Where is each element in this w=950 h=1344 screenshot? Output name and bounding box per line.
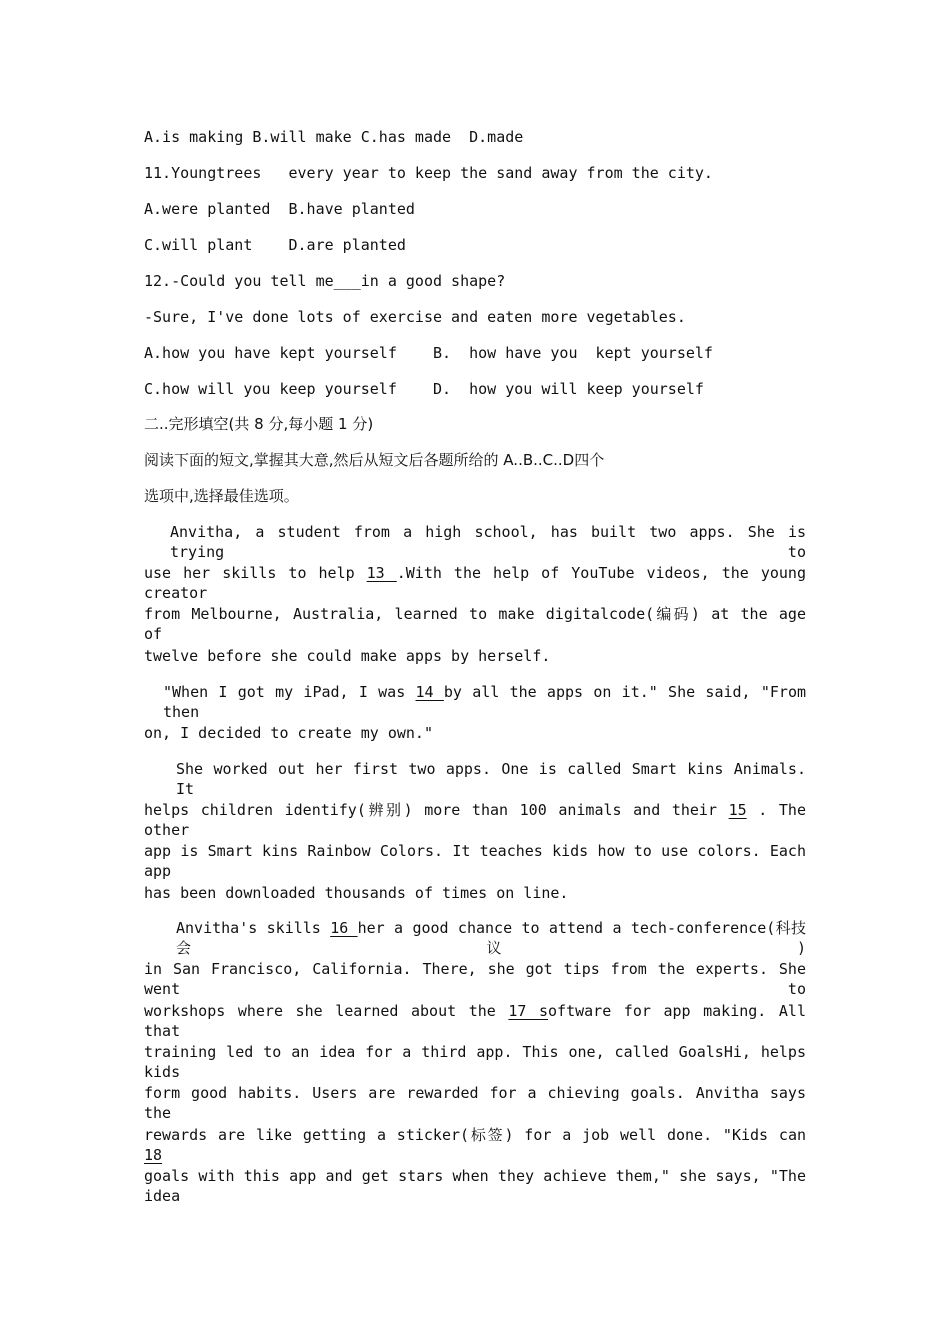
p4-line-7: goals with this app and get stars when they achieve them," she says, "The idea xyxy=(144,1167,806,1205)
p3-text: helps children identify( xyxy=(144,801,366,819)
p3-line-4: has been downloaded thousands of times on line. xyxy=(144,884,569,902)
p1-line-4: twelve before she could make apps by herself. xyxy=(144,647,551,665)
p3-line-3: app is Smart kins Rainbow Colors. It teaches kids how to use colors. Each app xyxy=(144,842,806,880)
p1-line-2 xyxy=(144,563,806,603)
p1-line-1: Anvitha, a student from a high school, has built two apps. She is trying to xyxy=(170,523,806,561)
p4-line-2: in San Francisco, California. There, she got tips from the experts. She went to xyxy=(144,960,806,998)
p1-line-3 xyxy=(144,604,806,644)
p4-text: workshops where she learned about the xyxy=(144,1002,509,1020)
p3-chinese-gloss: 辨别 xyxy=(365,801,404,819)
p2-text: by all the apps on it." She said, "From then xyxy=(163,683,807,721)
p4-line-1 xyxy=(176,918,806,958)
p4-text: ) for a job well done. "Kids can xyxy=(504,1126,807,1144)
p3-text: ) more than 100 animals and their xyxy=(403,801,729,819)
p4-line-4: training led to an idea for a third app. This one, called GoalsHi, helps kids xyxy=(144,1043,806,1081)
p4-text: her a good chance to attend a tech-conference( xyxy=(357,919,776,937)
p2-line-1 xyxy=(163,682,806,722)
q12-options-ab: A.how you have kept yourself B. how have you kept yourself xyxy=(144,344,713,362)
p4-chinese-gloss: 科技会议 xyxy=(176,919,806,957)
blank-17: 17 s xyxy=(508,1002,549,1020)
p4-line-3 xyxy=(144,1001,806,1041)
section-instruction-2: 选项中,选择最佳选项。 xyxy=(144,487,299,505)
p3-line-1: She worked out her first two apps. One is called Smart kins Animals. It xyxy=(176,760,806,798)
q11-options-cd: C.will plant D.are planted xyxy=(144,236,406,254)
q12-stem: 12.-Could you tell me___in a good shape? xyxy=(144,272,506,290)
blank-15: 15 xyxy=(728,801,747,819)
p2-text: "When I got my iPad, I was xyxy=(163,683,416,701)
p4-text: oftware for app making. All that xyxy=(144,1002,806,1040)
p1-chinese-gloss: 编码 xyxy=(654,605,691,623)
q11-stem: 11.Youngtrees every year to keep the sand away from the city. xyxy=(144,164,713,182)
p4-text: rewards are like getting a sticker( xyxy=(144,1126,470,1144)
q12-options-cd: C.how will you keep yourself D. how you will keep yourself xyxy=(144,380,704,398)
p1-text: from Melbourne, Australia, learned to make digitalcode( xyxy=(144,605,655,623)
blank-13: 13 xyxy=(366,564,397,582)
q10-options: A.is making B.will make C.has made D.made xyxy=(144,128,524,146)
p3-line-2 xyxy=(144,800,806,840)
p2-line-2: on, I decided to create my own." xyxy=(144,724,433,742)
section-instruction-1: 阅读下面的短文,掌握其大意,然后从短文后各题所给的 A..B..C..D四个 xyxy=(144,451,605,469)
blank-16: 16 xyxy=(330,919,358,937)
p4-line-5: form good habits. Users are rewarded for a chieving goals. Anvitha says the xyxy=(144,1084,806,1122)
q12-reply: -Sure, I've done lots of exercise and eaten more vegetables. xyxy=(144,308,686,326)
p1-text: use her skills to help xyxy=(144,564,367,582)
p4-text: Anvitha's skills xyxy=(176,919,331,937)
section-title: 二..完形填空(共 8 分,每小题 1 分) xyxy=(144,415,374,433)
p4-line-6 xyxy=(144,1125,806,1165)
blank-18: 18 xyxy=(144,1146,163,1164)
q11-options-ab: A.were planted B.have planted xyxy=(144,200,415,218)
p4-text: ) xyxy=(796,939,806,957)
p4-chinese-gloss: 标签 xyxy=(469,1126,505,1144)
blank-14: 14 xyxy=(415,683,444,701)
p1-text: .With the help of YouTube videos, the young creator xyxy=(144,564,806,602)
p3-text: . The other xyxy=(144,801,806,839)
p1-text: ) at the age of xyxy=(144,605,806,643)
